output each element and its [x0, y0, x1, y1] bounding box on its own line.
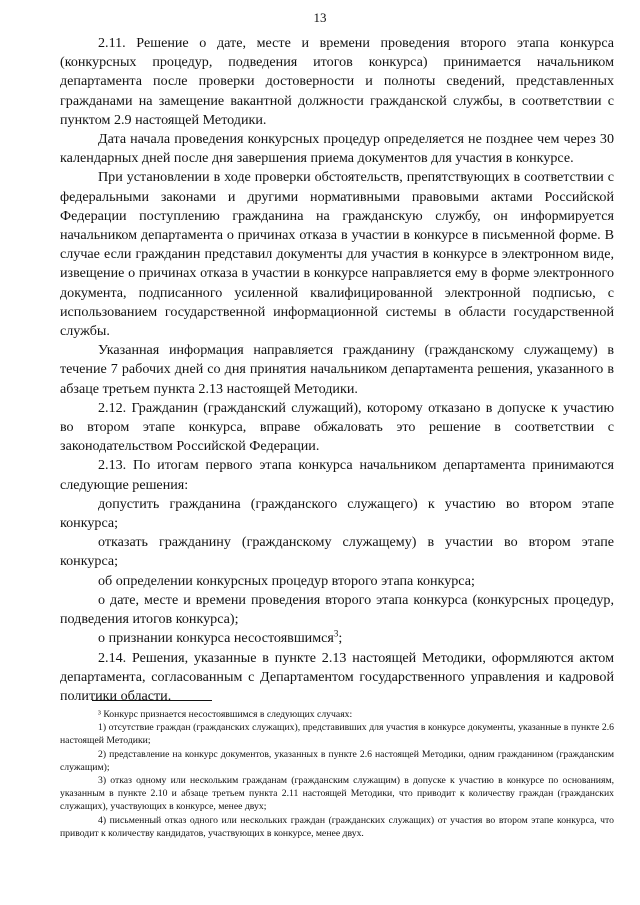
footnote-item-2: 2) представление на конкурс документов, указанных в пункте 2.6 настоящей Методики, одним гражданином (гражданским служащим); — [60, 748, 614, 773]
footnote-reference-suffix: ; — [338, 630, 343, 647]
decision-failed-contest-text: о признании конкурса несостоявшимся — [98, 630, 334, 647]
page-number: 13 — [313, 10, 327, 25]
paragraph-info-term: Указанная информация направляется гражданину (гражданскому служащему) в течение 7 рабочих дней со дня принятия начальником департамента решения, указанного в абзаце третьем пункта 2.13 настоящей Методики. — [60, 342, 614, 397]
decision-procedures: об определении конкурсных процедур второго этапа конкурса; — [98, 572, 475, 589]
footnote-intro: ³ Конкурс признается несостоявшимся в следующих случаях: — [98, 709, 353, 720]
decision-admit: допустить гражданина (гражданского служащего) к участию во втором этапе конкурса; — [60, 495, 614, 532]
footnote-item-3: 3) отказ одному или нескольким гражданам (гражданским служащим) в допуске к участию в конкурсе по основаниям, указанным в пункте 2.10 и абзаце третьем пункта 2.11 настоящей Методики, что приводит к количеству граждан (гражданских служащих), участвующих в конкурсе, менее двух; — [60, 775, 614, 813]
paragraph-2-12: 2.12. Гражданин (гражданский служащий), которому отказано в допуске к участию во втором этапе конкурса, вправе обжаловать это решение в соответствии с законодательством Российской Федерации. — [60, 399, 614, 455]
footnote-item-4: 4) письменный отказ одного или нескольких граждан (гражданских служащих) от участия во втором этапе конкурса, что приводит к количеству кандидатов, участвующих в конкурсе, менее двух. — [60, 814, 614, 839]
paragraph-2-14: 2.14. Решения, указанные в пункте 2.13 настоящей Методики, оформляются актом департамента, согласованным с Департаментом государственного управления и кадровой политики области. — [60, 649, 614, 704]
paragraph-refusal-notice: При установлении в ходе проверки обстоятельств, препятствующих в соответствии с федеральными законами и другими нормативными правовыми актами Российской Федерации поступлению гражданина на гражданскую службу, он информируется начальником департамента о причинах отказа в участии в конкурсе в письменной форме. В случае если гражданин представил документы для участия в конкурсе в электронном виде, извещение о причинах отказа в участии в конкурсе направляется ему в форме электронного документа, подписанного усиленной квалифицированной электронной подписью, с использованием государственной информационной системы в области государственной службы. — [60, 169, 614, 340]
footnote-separator — [92, 700, 212, 701]
decision-failed-contest — [60, 629, 614, 648]
footnote-reference: 3 — [333, 628, 339, 639]
decision-date-place: о дате, месте и времени проведения второго этапа конкурса (конкурсных процедур, подведения итогов конкурса); — [60, 591, 614, 628]
paragraph-start-date: Дата начала проведения конкурсных процедур определяется не позднее чем через 30 календарных дней после дня завершения приема документов для участия в конкурсе. — [60, 131, 614, 167]
decision-refuse: отказать гражданину (гражданскому служащему) в участии во втором этапе конкурса; — [60, 534, 614, 570]
footnotes — [60, 708, 614, 840]
paragraph-2-11: 2.11. Решение о дате, месте и времени проведения второго этапа конкурса (конкурсных процедур, подведения итогов конкурса) принимается начальником департамента после проверки достоверности и полноты сведений, представленных гражданами на замещение вакантной должности гражданской службы, в соответствии с пунктом 2.9 настоящей Методики. — [60, 35, 614, 128]
main-text — [60, 34, 614, 706]
paragraph-2-13: 2.13. По итогам первого этапа конкурса начальником департамента принимаются следующие решения: — [60, 457, 614, 493]
footnote-item-1: 1) отсутствие граждан (гражданских служащих), представивших для участия в конкурсе документы, указанные в пункте 2.6 настоящей Методики; — [60, 722, 614, 747]
